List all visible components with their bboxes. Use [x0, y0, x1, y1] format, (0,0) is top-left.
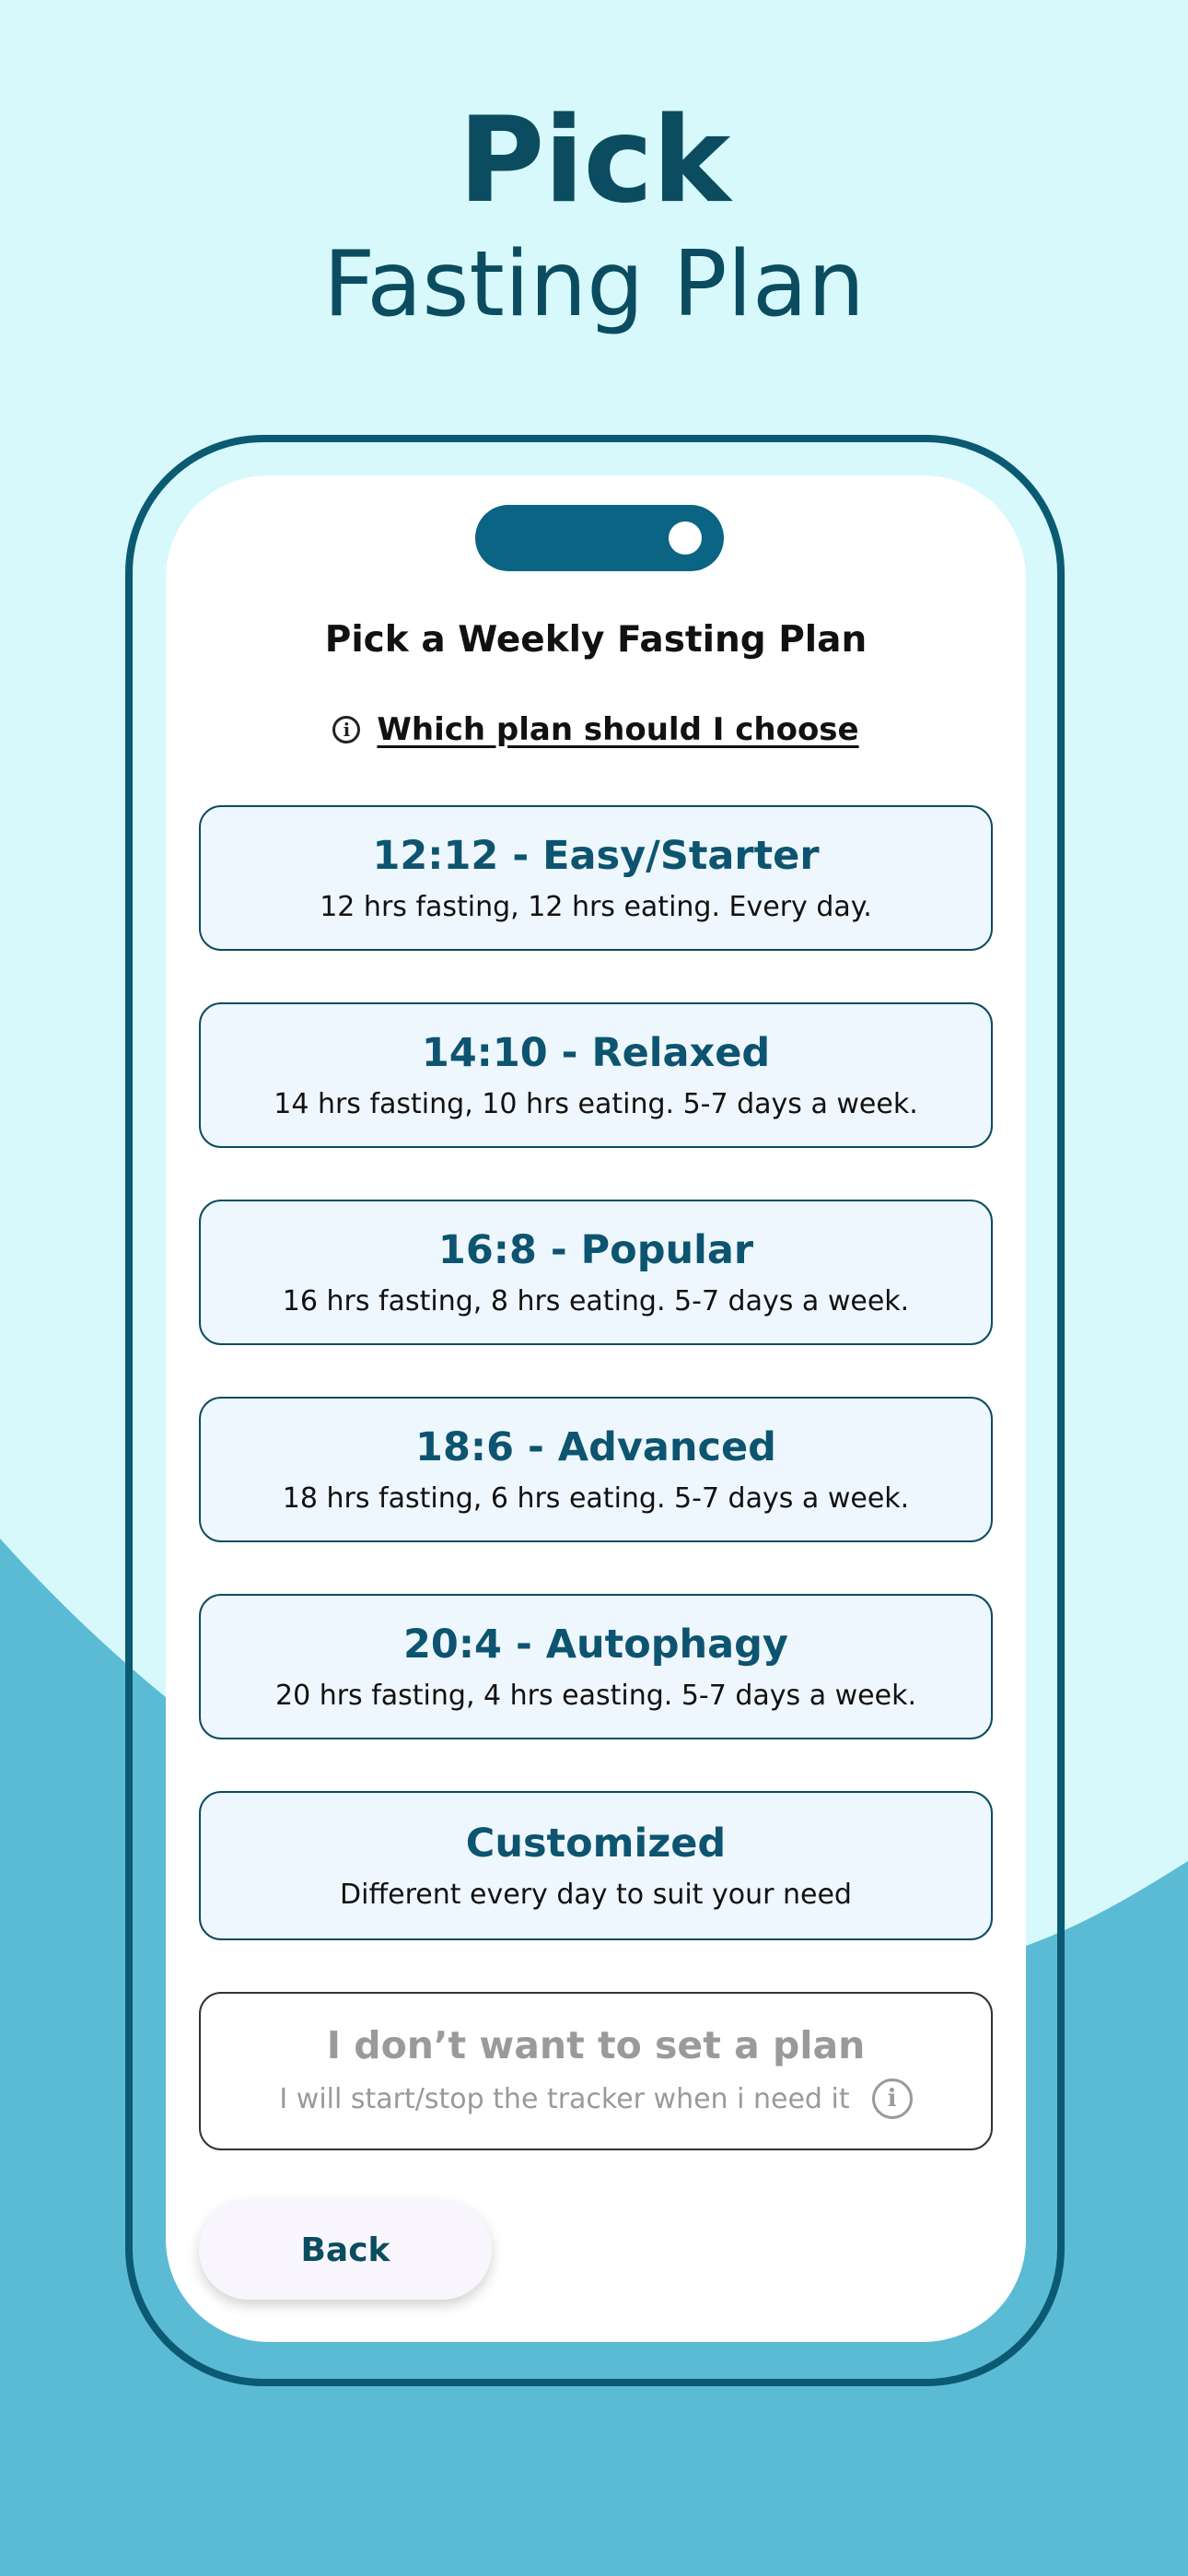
- plan-option-20-4[interactable]: [199, 1594, 993, 1739]
- plan-title: 14:10 - Relaxed: [421, 1029, 771, 1076]
- plan-option-customized[interactable]: [199, 1791, 993, 1940]
- phone-screen: [166, 475, 1026, 2342]
- plan-title: 16:8 - Popular: [437, 1226, 754, 1273]
- plan-description: 16 hrs fasting, 8 hrs eating. 5-7 days a week.: [282, 1285, 910, 1318]
- plan-description: 14 hrs fasting, 10 hrs eating. 5-7 days a week.: [274, 1088, 918, 1121]
- plan-title: Customized: [465, 1820, 727, 1867]
- help-link-row[interactable]: [166, 711, 1026, 748]
- plan-option-12-12[interactable]: [199, 805, 993, 951]
- info-icon[interactable]: i: [872, 2078, 913, 2119]
- plan-option-14-10[interactable]: [199, 1002, 993, 1148]
- no-plan-description: I will start/stop the tracker when i need it: [279, 2082, 850, 2115]
- plan-description: 20 hrs fasting, 4 hrs easting. 5-7 days a week.: [274, 1680, 917, 1713]
- headline-pick: Pick: [458, 92, 730, 229]
- plan-title: 20:4 - Autophagy: [403, 1621, 788, 1668]
- back-button[interactable]: Back: [199, 2200, 492, 2300]
- plan-title: 12:12 - Easy/Starter: [372, 832, 820, 879]
- plan-list: [199, 805, 993, 2150]
- screen-title: Pick a Weekly Fasting Plan: [324, 619, 868, 661]
- plan-description: 12 hrs fasting, 12 hrs eating. Every day.: [320, 891, 872, 924]
- plan-option-16-8[interactable]: [199, 1200, 993, 1345]
- plan-description: 18 hrs fasting, 6 hrs eating. 5-7 days a week.: [282, 1482, 910, 1516]
- dynamic-island: [475, 505, 724, 571]
- plan-description: Different every day to suit your need: [340, 1879, 852, 1912]
- no-plan-row: [279, 2078, 912, 2119]
- info-icon: i: [332, 716, 360, 744]
- headline-fasting-plan: Fasting Plan: [322, 232, 866, 337]
- no-plan-title: I don’t want to set a plan: [326, 2023, 866, 2067]
- plan-option-18-6[interactable]: [199, 1397, 993, 1542]
- help-link[interactable]: Which plan should I choose: [377, 711, 859, 748]
- no-plan-option[interactable]: [199, 1992, 993, 2150]
- island-camera-dot: [669, 521, 702, 555]
- plan-title: 18:6 - Advanced: [415, 1423, 776, 1470]
